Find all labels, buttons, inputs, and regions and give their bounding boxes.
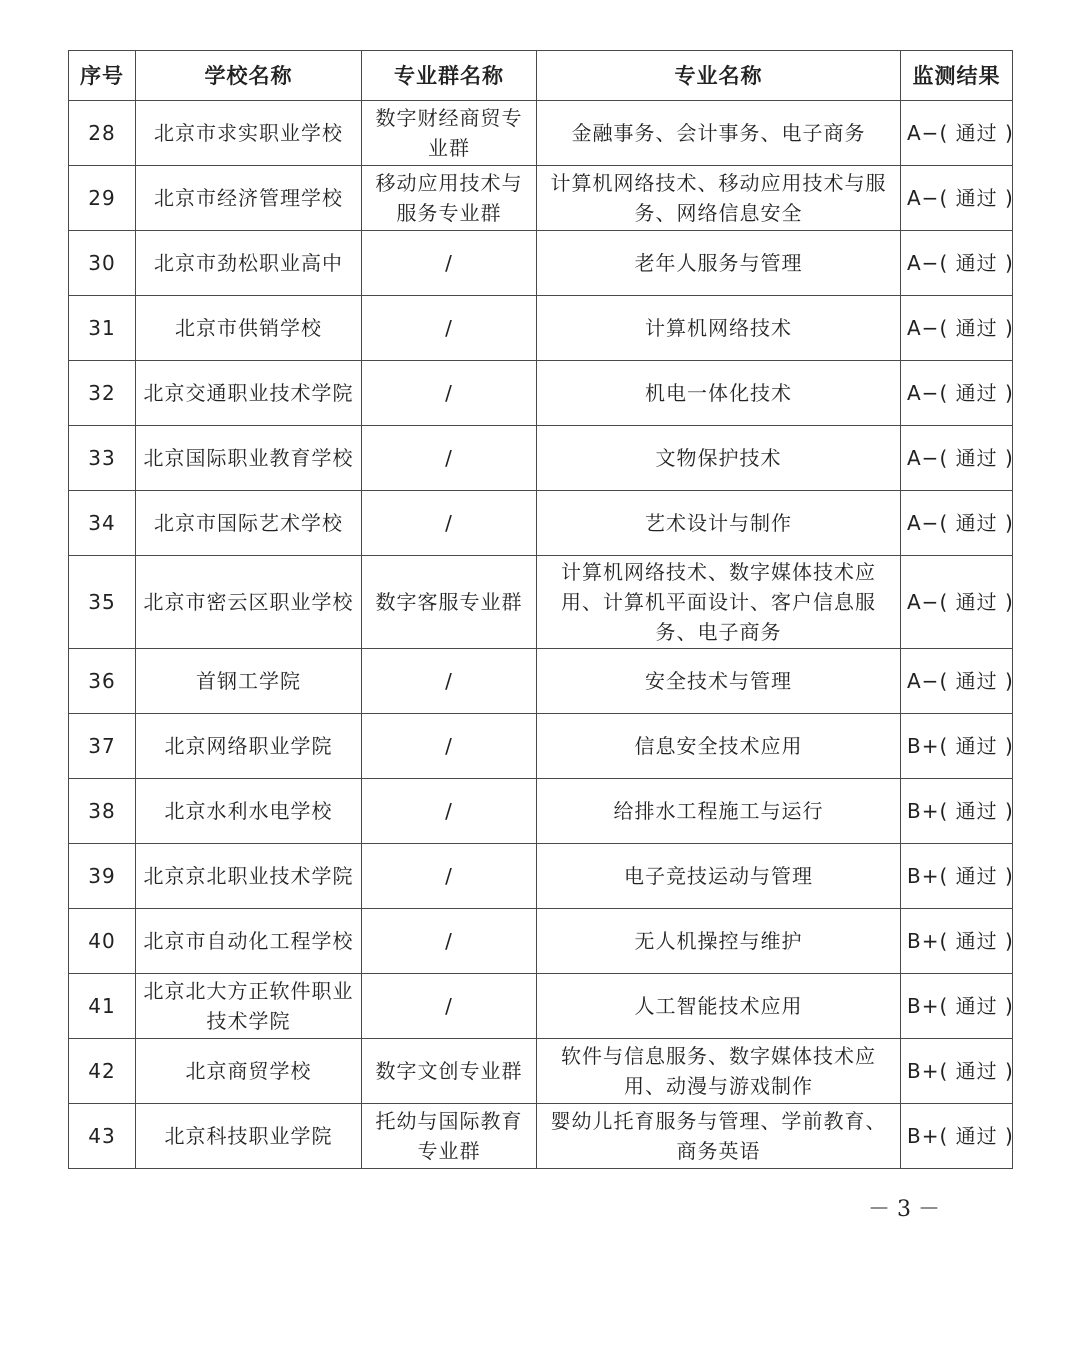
cell-school: 北京京北职业技术学院 [136,844,362,909]
cell-seq: 35 [69,556,136,649]
cell-result: A−( 通过 ) [901,231,1013,296]
cell-group: 移动应用技术与服务专业群 [362,166,537,231]
cell-school: 北京国际职业教育学校 [136,426,362,491]
table-row [69,1104,1013,1169]
monitoring-results-table [68,50,1013,1169]
cell-major: 计算机网络技术 [537,296,901,361]
cell-result: B+( 通过 ) [901,1104,1013,1169]
cell-major: 老年人服务与管理 [537,231,901,296]
cell-major: 电子竞技运动与管理 [537,844,901,909]
cell-result: A−( 通过 ) [901,491,1013,556]
table-row [69,714,1013,779]
cell-result: A−( 通过 ) [901,296,1013,361]
cell-seq: 32 [69,361,136,426]
cell-group: 托幼与国际教育专业群 [362,1104,537,1169]
cell-school: 北京市求实职业学校 [136,101,362,166]
cell-result: B+( 通过 ) [901,779,1013,844]
cell-seq: 40 [69,909,136,974]
cell-seq: 37 [69,714,136,779]
cell-seq: 34 [69,491,136,556]
cell-major: 机电一体化技术 [537,361,901,426]
header-major: 专业名称 [537,51,901,101]
cell-result: A−( 通过 ) [901,426,1013,491]
cell-result: B+( 通过 ) [901,909,1013,974]
cell-major: 计算机网络技术、数字媒体技术应用、计算机平面设计、客户信息服务、电子商务 [537,556,901,649]
cell-seq: 42 [69,1039,136,1104]
header-group: 专业群名称 [362,51,537,101]
cell-school: 北京市自动化工程学校 [136,909,362,974]
table-row [69,556,1013,649]
cell-group: / [362,649,537,714]
table-row [69,974,1013,1039]
table-row [69,491,1013,556]
cell-seq: 30 [69,231,136,296]
cell-result: A−( 通过 ) [901,361,1013,426]
cell-seq: 36 [69,649,136,714]
cell-major: 文物保护技术 [537,426,901,491]
cell-major: 无人机操控与维护 [537,909,901,974]
cell-result: A−( 通过 ) [901,649,1013,714]
table-row [69,909,1013,974]
cell-result: B+( 通过 ) [901,844,1013,909]
cell-group: / [362,844,537,909]
cell-result: B+( 通过 ) [901,714,1013,779]
cell-school: 北京商贸学校 [136,1039,362,1104]
cell-major: 婴幼儿托育服务与管理、学前教育、商务英语 [537,1104,901,1169]
cell-school: 首钢工学院 [136,649,362,714]
cell-school: 北京交通职业技术学院 [136,361,362,426]
table-row [69,779,1013,844]
cell-group: / [362,426,537,491]
cell-group: / [362,909,537,974]
header-result: 监测结果 [901,51,1013,101]
cell-group: / [362,296,537,361]
table-body [69,101,1013,1169]
cell-group: / [362,974,537,1039]
cell-major: 计算机网络技术、移动应用技术与服务、网络信息安全 [537,166,901,231]
cell-seq: 33 [69,426,136,491]
cell-seq: 43 [69,1104,136,1169]
table-row [69,101,1013,166]
cell-major: 信息安全技术应用 [537,714,901,779]
cell-seq: 41 [69,974,136,1039]
cell-group: 数字文创专业群 [362,1039,537,1104]
table-row [69,361,1013,426]
table-row [69,296,1013,361]
cell-seq: 28 [69,101,136,166]
cell-school: 北京市劲松职业高中 [136,231,362,296]
table-row [69,426,1013,491]
cell-result: A−( 通过 ) [901,556,1013,649]
cell-group: 数字客服专业群 [362,556,537,649]
cell-group: / [362,779,537,844]
cell-seq: 31 [69,296,136,361]
cell-school: 北京市国际艺术学校 [136,491,362,556]
cell-major: 人工智能技术应用 [537,974,901,1039]
cell-major: 艺术设计与制作 [537,491,901,556]
cell-result: A−( 通过 ) [901,166,1013,231]
cell-school: 北京市供销学校 [136,296,362,361]
table-row [69,1039,1013,1104]
cell-school: 北京市经济管理学校 [136,166,362,231]
cell-seq: 38 [69,779,136,844]
cell-group: 数字财经商贸专业群 [362,101,537,166]
cell-group: / [362,714,537,779]
cell-major: 安全技术与管理 [537,649,901,714]
header-school: 学校名称 [136,51,362,101]
cell-group: / [362,231,537,296]
cell-school: 北京市密云区职业学校 [136,556,362,649]
cell-group: / [362,491,537,556]
cell-seq: 29 [69,166,136,231]
table-row [69,231,1013,296]
table-row [69,166,1013,231]
cell-school: 北京北大方正软件职业技术学院 [136,974,362,1039]
cell-result: A−( 通过 ) [901,101,1013,166]
cell-seq: 39 [69,844,136,909]
table-row [69,649,1013,714]
cell-group: / [362,361,537,426]
cell-school: 北京网络职业学院 [136,714,362,779]
cell-school: 北京水利水电学校 [136,779,362,844]
cell-result: B+( 通过 ) [901,1039,1013,1104]
table-row [69,844,1013,909]
cell-major: 软件与信息服务、数字媒体技术应用、动漫与游戏制作 [537,1039,901,1104]
cell-major: 金融事务、会计事务、电子商务 [537,101,901,166]
cell-result: B+( 通过 ) [901,974,1013,1039]
table-header-row [69,51,1013,101]
cell-school: 北京科技职业学院 [136,1104,362,1169]
cell-major: 给排水工程施工与运行 [537,779,901,844]
page-number: － 3 － [868,1197,940,1222]
header-seq: 序号 [69,51,136,101]
